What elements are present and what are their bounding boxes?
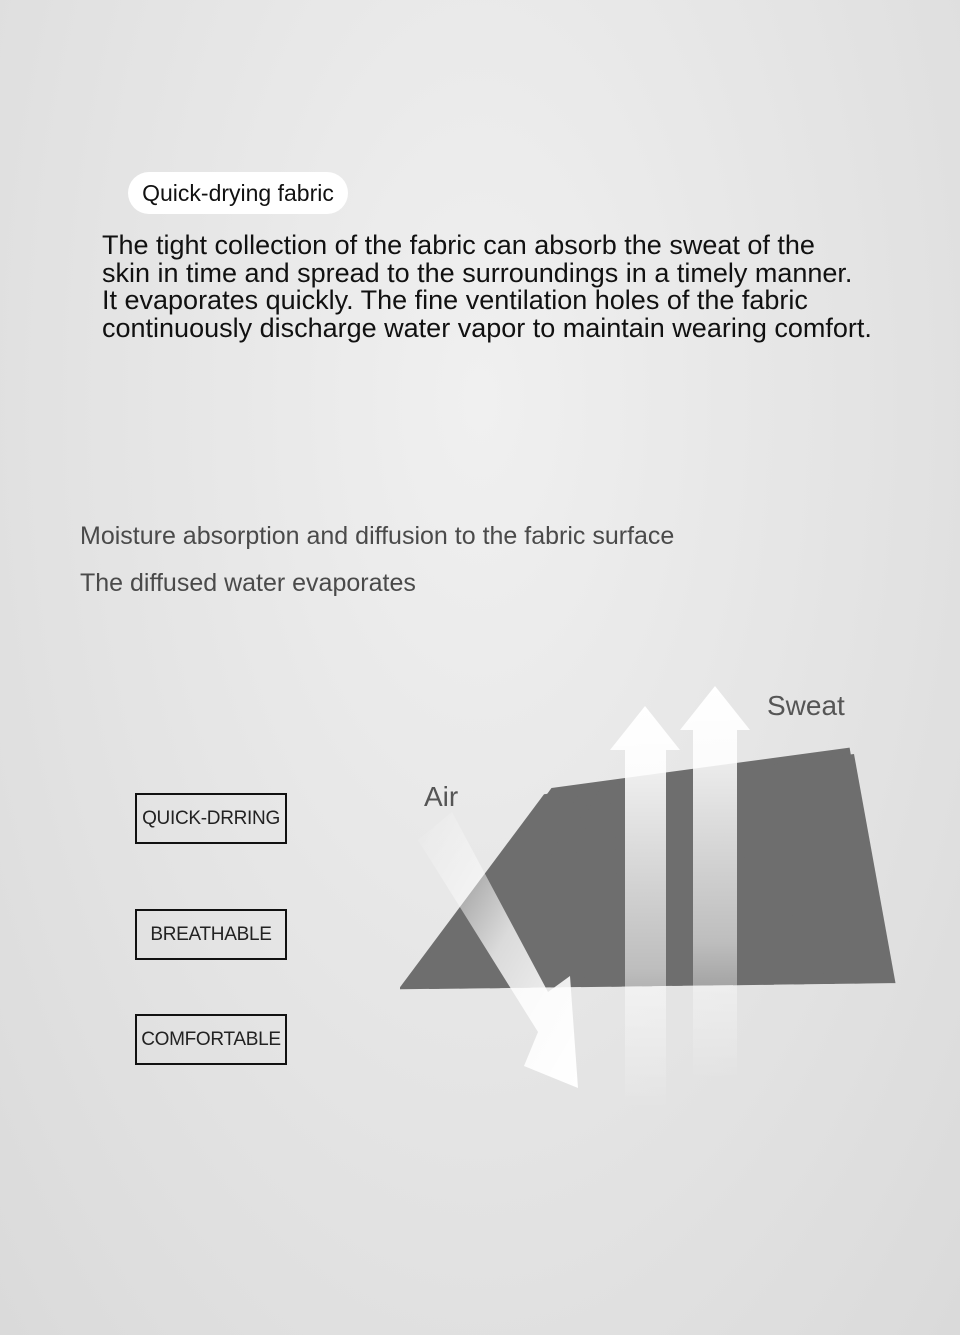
description-line: The tight collection of the fabric can absorb the sweat of the (102, 230, 815, 260)
description-line: continuously discharge water vapor to maintain wearing comfort. (102, 312, 872, 343)
feature-tag-label: BREATHABLE (150, 923, 272, 945)
feature-tag-breathable (135, 909, 287, 960)
feature-tag-label: QUICK-DRRING (142, 807, 280, 829)
badge-label: Quick-drying fabric (142, 179, 334, 206)
description-line: It evaporates quickly. The fine ventilation holes of the fabric (102, 285, 808, 315)
quick-drying-badge (128, 172, 348, 214)
sweat-label: Sweat (767, 690, 845, 721)
feature-tag-comfortable (135, 1014, 287, 1065)
caption-evaporation: The diffused water evaporates (80, 569, 416, 597)
feature-tag-label: COMFORTABLE (141, 1028, 281, 1050)
fabric-illustration (400, 680, 900, 1120)
air-label: Air (424, 781, 459, 812)
description-line: skin in time and spread to the surroundings in a timely manner. (102, 257, 853, 288)
caption-moisture-absorption: Moisture absorption and diffusion to the fabric surface (80, 522, 675, 550)
description-text (102, 232, 952, 342)
feature-tag-quick-drying (135, 793, 287, 844)
